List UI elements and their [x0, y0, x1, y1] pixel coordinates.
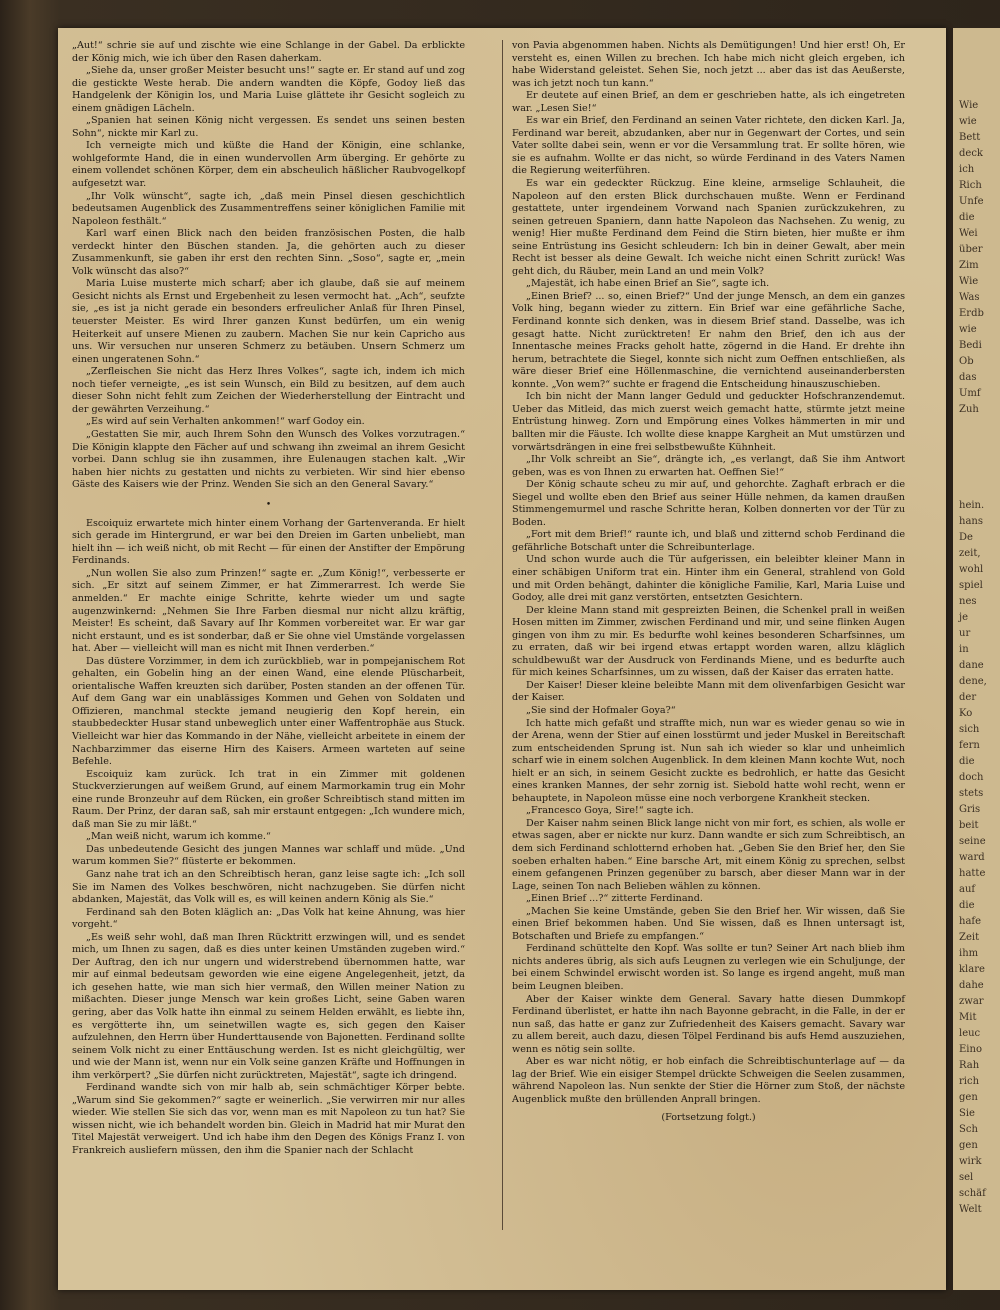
paragraph: Der Kaiser nahm seinen Blick lange nicht von mir fort, es schien, als wolle er etwas sagen, aber er nickte nur kurz. Dann wandte er sich zum Schreibtisch, an dem sich Ferdinand schlotternd erhoben hat. „Geben Sie den Brief her, den Sie soeben erhalten haben.“ Eine barsche Art, mit einem König zu sprechen, selbst einem gefangenen Prinzen gegenüber zu barsch, aber dieser Mann war in der Lage, seinen Ton nach Belieben wählen zu können.: [512, 817, 905, 892]
neighbor-fragment: auf: [959, 884, 976, 895]
neighbor-fragment: über: [959, 244, 983, 255]
neighbor-fragment: der: [959, 692, 977, 703]
paragraph: „Ihr Volk wünscht“, sagte ich, „daß mein Pinsel diesen geschichtlich bedeutsamen Augenblick des Zusammentreffens seiner königlichen Familie mit Napoleon festhält.“: [72, 190, 465, 227]
neighbor-fragment: hans: [959, 516, 983, 527]
neighbor-fragment: zwar: [959, 996, 984, 1007]
paragraph: Ganz nahe trat ich an den Schreibtisch heran, ganz leise sagte ich: „Ich soll Sie im Namen des Volkes beschwören, nicht nachzugeben. Sie dürfen nicht abdanken, Majestät, das Volk will es, es will keinen andern König als Sie.“: [72, 869, 465, 906]
neighbor-fragment: das: [959, 372, 977, 383]
paragraph: Es war ein Brief, den Ferdinand an seinen Vater richtete, den dicken Karl. Ja, Ferdinand war bereit, abzudanken, aber nur in Gegenwart der Cortes, und sein Vater sollte dabei sein, wenn er vor die Versammlung trat. Er sollte hören, wie sie es aufnahm. Wollte er das nicht, so würde Ferdinand in des Vaters Namen die Regierung weiterführen.: [512, 115, 905, 177]
neighbor-fragment: fern: [959, 740, 980, 751]
paragraph: Das unbedeutende Gesicht des jungen Mannes war schlaff und müde. „Und warum kommen Sie?“ flüsterte er bekommen.: [72, 843, 465, 868]
neighbor-fragment: Sie: [959, 1108, 975, 1119]
neighbor-fragment: wirk: [959, 1156, 982, 1167]
paragraph: Der König schaute scheu zu mir auf, und gehorchte. Zaghaft erbrach er die Siegel und wollte eben den Brief aus seiner Hülle nehmen, da kamen draußen Stimmengemurmel und rasche Schritte heran, Kolben donnerten vor der Tür zu Boden.: [512, 479, 905, 528]
neighbor-fragment: hein.: [959, 500, 985, 511]
neighbor-fragments-top: [953, 98, 984, 418]
paragraph: Escoiquiz kam zurück. Ich trat in ein Zimmer mit goldenen Stuckverzierungen auf weißem Grund, auf einem Marmorkamin trug ein Mohr eine runde Bronzeuhr auf dem Rücken, ein großer Schreibtisch stand mitten im Raum. Der Prinz, der daran saß, sah mir erstaunt entgegen: „Ich wundere mich, daß man Sie zu mir läßt.“: [72, 768, 465, 830]
neighbor-fragment: doch: [959, 772, 984, 783]
neighbor-fragment: Erdb: [959, 308, 984, 319]
neighbor-fragment: Was: [959, 292, 980, 303]
paragraph: Ferdinand wandte sich von mir halb ab, sein schmächtiger Körper bebte. „Warum sind Sie gekommen?“ sagte er weinerlich. „Sie verwirren mir nur alles wieder. Wie stellen Sie sich das vor, wenn man es mit Napoleon zu tun hat? Sie wissen nicht, wie ich behandelt worden bin. Gleich in Madrid hat mir Murat den Titel Majestät verweigert. Und ich habe ihm den Degen des Königs Franz I. von Frankreich ausliefern müssen, den ihm die Spanier nach der Schlacht: [72, 1082, 465, 1157]
neighbor-fragment: wohl: [959, 564, 984, 575]
paragraph: Ferdinand sah den Boten kläglich an: „Das Volk hat keine Ahnung, was hier vorgeht.“: [72, 906, 465, 931]
neighbor-fragment: die: [959, 212, 975, 223]
neighbor-fragment: zeit,: [959, 548, 981, 559]
neighbor-fragment: seine: [959, 836, 986, 847]
paragraph: „Einen Brief? ... so, einen Brief?“ Und der junge Mensch, an dem ein ganzes Volk hing, begann wieder zu zittern. Ein Brief war eine gefährliche Sache, Ferdinand konnte sich denken, was in diesem Brief stand. Dasselbe, was ich gesagt hatte. Nicht zurücktreten! Er nahm den Brief, den ich aus der Innentasche meines Fracks geholt hatte, zögernd in die Hand. Er drehte ihn herum, betrachtete die Siegel, konnte sich nicht zum Oeffnen entschließen, als wäre dieser Brief eine Höllenmaschine, die vernichtend auseinanderbersten konnte. „Von wem?“ suchte er fragend die Entscheidung hinauszuschieben.: [512, 290, 905, 390]
right-column: [512, 40, 905, 1125]
neighbor-fragment: schäf: [959, 1188, 986, 1199]
neighbor-fragment: Unfe: [959, 196, 984, 207]
neighbor-fragment: hatte: [959, 868, 986, 879]
paragraph: „Nun wollen Sie also zum Prinzen!“ sagte er. „Zum König!“, verbesserte er sich. „Er sitzt auf seinem Zimmer, er hat Zimmerarrest. Ich werde Sie anmelden.“ Er machte einige Schritte, kehrte wieder um und sagte augenzwinkernd: „Nehmen Sie Ihre Farben diesmal nur nicht allzu kräftig, Meister! Es scheint, daß Savary auf Ihr Kommen vorbereitet war. Er war gar nicht erstaunt, und es ist sonderbar, daß er Sie ohne viel Umstände vorgelassen hat. Aber — vielleicht will man es nicht mit Ihnen verderben.“: [72, 567, 465, 655]
neighbor-fragment: Bett: [959, 132, 981, 143]
paragraph: „Gestatten Sie mir, auch Ihrem Sohn den Wunsch des Volkes vorzutragen.“ Die Königin klappte den Fächer auf und schwang ihn zweimal an ihrem Gesicht vorbei. Dann schlug sie ihn zusammen, ihre Eulenaugen stachen kalt. „Wir haben hier nichts zu gestatten und nichts zu verbieten. Wir sind hier ebenso Gäste des Kaisers wie der Prinz. Wenden Sie sich an den General Savary.“: [72, 428, 465, 491]
neighbor-fragment: Wie: [959, 100, 979, 111]
neighbor-fragment: in: [959, 644, 969, 655]
neighbor-fragment: Eino: [959, 1044, 982, 1055]
neighbor-fragment: ward: [959, 852, 985, 863]
neighbor-fragment: Sch: [959, 1124, 978, 1135]
paragraph: „Sie sind der Hofmaler Goya?“: [526, 704, 676, 716]
paragraph: „Ihr Volk schreibt an Sie“, drängte ich, „es verlangt, daß Sie ihm Antwort geben, was es von Ihnen zu erwarten hat. Oeffnen Sie!“: [512, 454, 905, 478]
neighbor-fragment: Bedi: [959, 340, 982, 351]
column-rule: [502, 40, 503, 1230]
continuation-note: (Fortsetzung folgt.): [661, 1112, 756, 1124]
paragraph: „Majestät, ich habe einen Brief an Sie“, sagte ich.: [526, 278, 770, 290]
paragraph: Ferdinand schüttelte den Kopf. Was sollte er tun? Seiner Art nach blieb ihm nichts anderes übrig, als sich aufs Leugnen zu verlegen wie ein Schuljunge, der bei einem Schwindel erwischt worden ist. So lange es irgend angeht, muß man beim Leugnen bleiben.: [512, 943, 905, 993]
paragraph: Der Kaiser! Dieser kleine beleibte Mann mit dem olivenfarbigen Gesicht war der Kaiser.: [512, 679, 905, 704]
neighbor-fragment: Ko: [959, 708, 973, 719]
neighbor-fragment: deck: [959, 148, 983, 159]
neighbor-fragment: gen: [959, 1140, 978, 1151]
paragraph: Maria Luise musterte mich scharf; aber ich glaube, daß sie auf meinem Gesicht nichts als Ernst und Ergebenheit zu lesen vermocht hat. „Ach“, seufzte sie, „es ist ja nicht gerade ein besonders erfreulicher Anlaß für Ihren Pinsel, teuerster Meister. Es wird Ihrer ganzen Kunst bedürfen, um ein wenig Heiterkeit auf unsere Mienen zu zaubern. Machen Sie nur kein Capricho aus uns. Wir versuchen nur unseren Schmerz zu betäuben. Unsern Schmerz um einen ungeratenen Sohn.“: [72, 278, 465, 365]
neighbor-fragment: je: [959, 612, 969, 623]
neighbor-fragment: Rah: [959, 1060, 980, 1071]
paragraph: „Einen Brief ...?“ zitterte Ferdinand.: [526, 893, 703, 905]
paragraph: Escoiquiz erwartete mich hinter einem Vorhang der Gartenveranda. Er hielt sich gerade im Hintergrund, er war bei den Dreien im Garten unbeliebt, man hielt ihn — ich weiß nicht, ob mit Recht — für einen der Anstifter der Empörung Ferdinands.: [72, 517, 465, 567]
paragraph: „Francesco Goya, Sire!“ sagte ich.: [526, 805, 694, 817]
neighbor-fragment: Gris: [959, 804, 981, 815]
neighbor-fragment: Wie: [959, 276, 979, 287]
neighbor-fragment: leuc: [959, 1028, 981, 1039]
neighbor-fragment: Ob: [959, 356, 974, 367]
paragraph: „Fort mit dem Brief!“ raunte ich, und blaß und zitternd schob Ferdinand die gefährliche Botschaft unter die Schreibunterlage.: [512, 529, 905, 553]
neighbor-fragment: die: [959, 900, 975, 911]
neighbor-fragment: Zeit: [959, 932, 980, 943]
paragraph: „Es weiß sehr wohl, daß man Ihren Rücktritt erzwingen will, und es sendet mich, um Ihnen zu sagen, daß es dies unter keinen Umständen zugeben wird.“ Der Auftrag, den ich nur ungern und widerstrebend übernommen hatte, war mir auf einmal bedeutsam geworden wie eine eigene Angelegenheit, jetzt, da ich gesehen hatte, wie man sich hier vermaß, den Willen meiner Nation zu mißachten. Dieser junge Mensch war kein großes Licht, seine Gaben waren gering, aber das Volk hatte ihn einmal zu seinem Helden erwählt, es liebte ihn, es vergötterte ihn, um seinetwillen wagte es, sich gegen den Kaiser aufzulehnen, den Herrn über Hunderttausende von Bajonetten. Ferdinand sollte seinem Volk nicht zu einer Enttäuschung werden. Ist es nicht gleichgültig, wer und wie der Mann ist, wenn nur ein Volk seine ganzen Kräfte und Hoffnungen in ihm verkörpert? „Sie dürfen nicht zurücktreten, Majestät“, sagte ich dringend.: [72, 931, 465, 1081]
neighbor-fragment: ihm: [959, 948, 979, 959]
paragraph: Er deutete auf einen Brief, an dem er geschrieben hatte, als ich eingetreten war. „Lesen Sie!“: [512, 90, 905, 114]
neighbor-page-edge: [950, 28, 1000, 1290]
neighbor-fragment: spiel: [959, 580, 983, 591]
paragraph: „Man weiß nicht, warum ich komme.“: [86, 831, 271, 843]
neighbor-fragment: dene,: [959, 676, 987, 687]
paragraph: „Zerfleischen Sie nicht das Herz Ihres Volkes“, sagte ich, indem ich mich noch tiefer verneigte, „es ist sein Wunsch, ein Bild zu besitzen, auf dem auch dieser Sohn nicht fehlt zum Zeichen der Wiederherstellung der Eintracht und der gewährten Verzeihung.“: [72, 366, 465, 415]
paragraph: „Siehe da, unser großer Meister besucht uns!“ sagte er. Er stand auf und zog die gestickte Weste herab. Die andern wandten die Köpfe, Godoy ließ das Handgelenk der Königin los, und Maria Luise glättete ihr Gesicht sogleich zu einem gnädigen Lächeln.: [72, 65, 465, 114]
neighbor-fragment: Umf: [959, 388, 981, 399]
paragraph: Das düstere Vorzimmer, in dem ich zurückblieb, war in pompejanischem Rot gehalten, ein Gobelin hing an der einen Wand, eine elende Plüscharbeit, orientalische Waffen kreuzten sich darüber, Posten standen an der offenen Tür. Auf dem Gang war ein unablässiges Kommen und Gehen von Soldaten und Offizieren, manchmal steckte jemand neugierig den Kopf herein, ein staubbedeckter Husar stand unbeweglich unter einer Waffentrophäe aus Stuck. Vielleicht war hier das Kommando in der Nähe, vielleicht arbeitete in einem der Nachbarzimmer das eiserne Hirn des Kaisers. Armeen warteten auf seine Befehle.: [72, 655, 465, 768]
paragraph: „Aut!“ schrie sie auf und zischte wie eine Schlange in der Gabel. Da erblickte der König mich, wie ich über den Rasen daherkam.: [72, 40, 465, 64]
neighbor-fragment: Wei: [959, 228, 978, 239]
paragraph: Aber es war nicht nötig, er hob einfach die Schreibtischunterlage auf — da lag der Brief. Wie ein eisiger Stempel drückte Schweigen die Seelen zusammen, während Napoleon las. Nun senkte der Stier die Hörner zum Stoß, der nächste Augenblick mußte den brüllenden Anprall bringen.: [512, 1056, 905, 1105]
neighbor-fragment: ich: [959, 164, 975, 175]
neighbor-fragment: klare: [959, 964, 985, 975]
paragraph: Aber der Kaiser winkte dem General. Savary hatte diesen Dummkopf Ferdinand überlistet, er hatte ihn nach Bayonne gebracht, in die Falle, in der er nun saß, das hatte er ganz zur Zufriedenheit des Kaisers gemacht. Savary war zu allem bereit, auch dazu, diesen Tölpel Ferdinand bis aufs Hemd auszuziehen, wenn es nötig sein sollte.: [512, 993, 905, 1055]
left-column: [72, 40, 465, 1158]
neighbor-fragment: stets: [959, 788, 984, 799]
neighbor-fragment: die: [959, 756, 975, 767]
neighbor-fragment: Mit: [959, 1012, 977, 1023]
neighbor-fragment: sich: [959, 724, 980, 735]
paragraph: Ich hatte mich gefaßt und straffte mich, nun war es wieder genau so wie in der Arena, wenn der Stier auf einen losstürmt und jeder Muskel in Bereitschaft zum entscheidenden Sprung ist. Nun sah ich wieder so klar und unheimlich scharf wie in einem solchen Augenblick. In dem kleinen Mann kochte Wut, noch hielt er an sich, in seinem Gesicht zuckte es bedrohlich, er hatte das Gesicht eines kranken Mannes, der sehr zornig ist. Siebold hatte wohl recht, wenn er behauptete, in Napoleon müsse eine noch verborgene Krankheit stecken.: [512, 717, 905, 804]
neighbor-fragment: Rich: [959, 180, 982, 191]
neighbor-fragment: nes: [959, 596, 977, 607]
paragraph: von Pavia abgenommen haben. Nichts als Demütigungen! Und hier erst! Oh, Er versteht es, einen Willen zu brechen. Ich habe mich nicht gleich ergeben, ich habe Widerstand geleistet. Sehen Sie, noch jetzt ... aber das ist das Aeußerste, was ich jetzt noch tun kann.“: [512, 40, 905, 89]
paragraph: Ich verneigte mich und küßte die Hand der Königin, eine schlanke, wohlgeformte Hand, die in einen wundervollen Arm überging. Er gehörte zu einem vollendet schönen Körper, dem ein abscheulich häßlicher Raubvogelkopf aufgesetzt war.: [72, 140, 465, 190]
neighbor-fragment: gen: [959, 1092, 978, 1103]
paragraph: Karl warf einen Blick nach den beiden französischen Posten, die halb verdeckt hinter den Büschen standen. Ja, die gehörten auch zu dieser Zusammenkunft, sie gaben ihr erst den rechten Sinn. „Soso“, sagte er, „mein Volk wünscht das also?“: [72, 228, 465, 277]
neighbor-fragment: beit: [959, 820, 979, 831]
neighbor-fragment: sel: [959, 1172, 974, 1183]
paragraph: Der kleine Mann stand mit gespreizten Beinen, die Schenkel prall in weißen Hosen mitten im Zimmer, zwischen Ferdinand und mir, und seine flinken Augen gingen von ihm zu mir. Es bedurfte wohl keines besonderen Scharfsinnes, um zu erraten, daß wir bei irgend etwas ertappt worden waren, allzu kläglich schuldbewußt war der Ausdruck von Ferdinands Miene, und es bedurfte auch für mich keines Scharfsinnes, um zu wissen, daß der Kaiser das erraten hatte.: [512, 604, 905, 679]
neighbor-fragment: wie: [959, 324, 977, 335]
paragraph: Ich bin nicht der Mann langer Geduld und geduckter Hofschranzendemut. Ueber das Mitleid, das mich zuerst weich gemacht hatte, stürmte jetzt meine Entrüstung hinweg. Zorn und Empörung eines Volkes hämmerten in mir und ballten mir die Fäuste. Ich wollte diese knappe Kargheit an Mut umstürzen und vorwärtsdrängen in eine frei selbstbewußte Kühnheit.: [512, 391, 905, 453]
neighbor-fragment: Welt: [959, 1204, 982, 1215]
paragraph: Es war ein gedeckter Rückzug. Eine kleine, armselige Schlauheit, die Napoleon auf den ersten Blick durchschauen mußte. Wenn er Ferdinand gestattete, unter irgendeinem Vorwand nach Spanien zurückzukehren, zu seinen getreuen Spaniern, dann hatte Napoleon das Nachsehen. Zu wenig, zu wenig! Hier mußte Ferdinand dem Feind die Stirn bieten, hier mußte er ihm seine Entrüstung ins Gesicht schleudern: Ich bin in deiner Gewalt, aber mein Recht ist besser als deine Gewalt. Ich weiche nicht einen Schritt zurück! Was geht dich, du Räuber, mein Land an und mein Volk?: [512, 178, 905, 277]
section-separator: •: [265, 499, 272, 510]
paragraph: „Es wird auf sein Verhalten ankommen!“ warf Godoy ein.: [86, 416, 365, 428]
neighbor-fragment: rich: [959, 1076, 980, 1087]
neighbor-fragment: Zim: [959, 260, 979, 271]
neighbor-fragment: dahe: [959, 980, 984, 991]
paragraph: „Spanien hat seinen König nicht vergessen. Es sendet uns seinen besten Sohn“, nickte mir Karl zu.: [72, 115, 465, 139]
neighbor-fragments-mid: [953, 498, 987, 1218]
paragraph: „Machen Sie keine Umstände, geben Sie den Brief her. Wir wissen, daß Sie einen Brief bekommen haben. Und Sie wissen, daß es Ihnen untersagt ist, Botschaften und Briefe zu empfangen.“: [512, 905, 905, 942]
neighbor-fragment: wie: [959, 116, 977, 127]
neighbor-fragment: ur: [959, 628, 971, 639]
neighbor-fragment: De: [959, 532, 973, 543]
paragraph: Und schon wurde auch die Tür aufgerissen, ein beleibter kleiner Mann in einer schäbigen Uniform trat ein. Hinter ihm ein General, strahlend von Gold und mit Orden behängt, dahinter die königliche Familie, Karl, Maria Luise und Godoy, alle drei mit ganz verstörten, entsetzten Gesichtern.: [512, 554, 905, 604]
neighbor-fragment: Zuh: [959, 404, 979, 415]
neighbor-fragment: dane: [959, 660, 984, 671]
neighbor-fragment: hafe: [959, 916, 982, 927]
